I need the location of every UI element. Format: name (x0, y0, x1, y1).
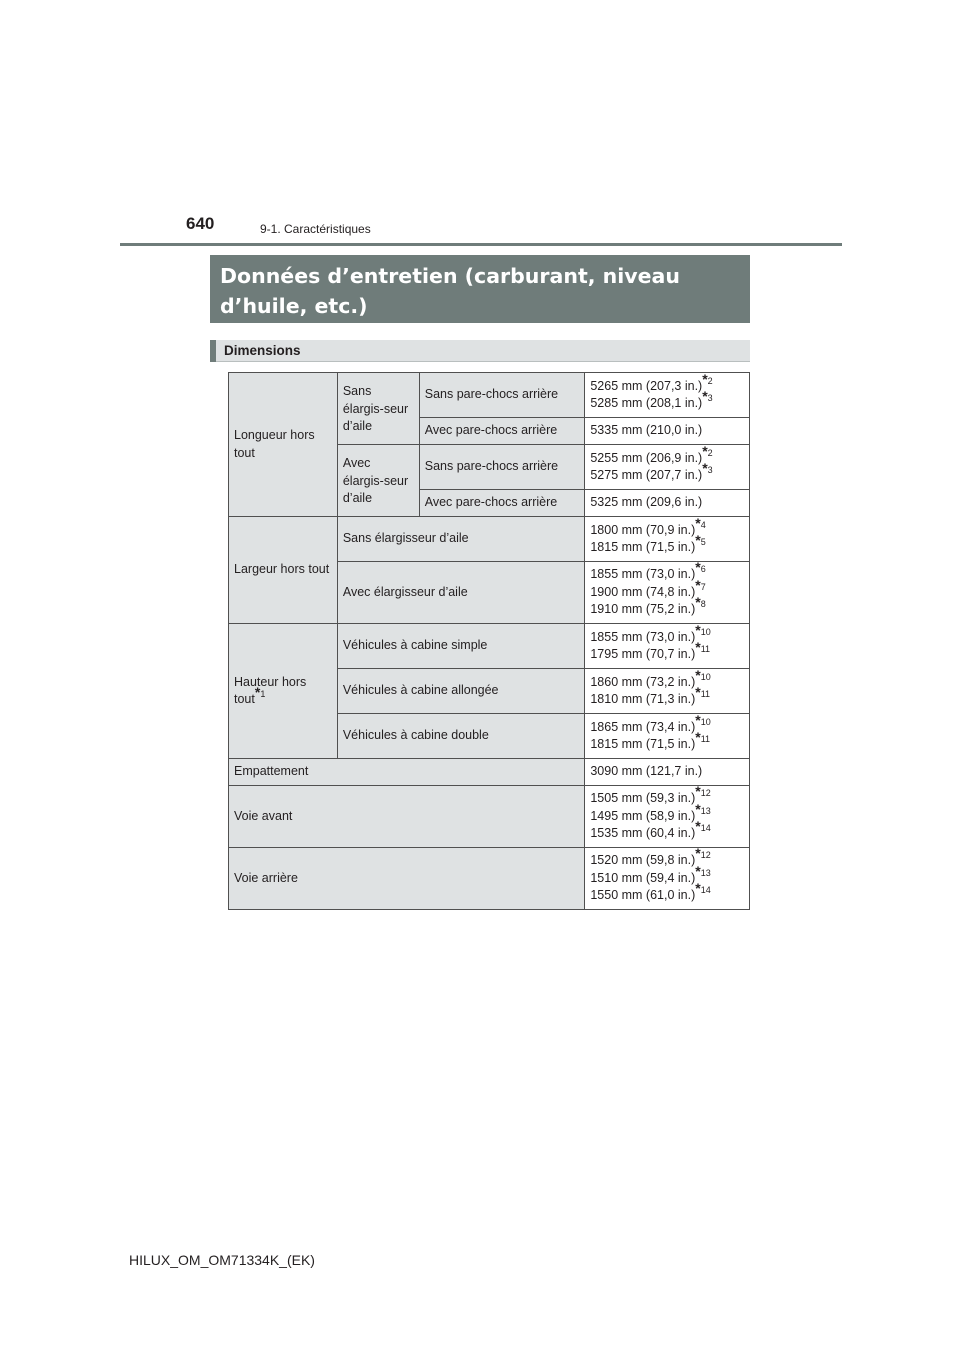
value-cell: 1520 mm (59,8 in.)$^{*12}$ 1510 mm (59,4 in.)$^{*13}$ 1550 mm (61,0 in.)$^{*14}$ (585, 848, 750, 910)
variant-label: Sans pare-chocs arrière (419, 445, 585, 490)
variant-label: Sans élargisseur d’aile (337, 517, 585, 562)
value-line: 1910 mm (75,2 in.) (590, 602, 696, 617)
dimensions-table (228, 372, 750, 910)
footnote-ref: 13 (700, 867, 711, 878)
row-header-wheelbase: Empattement (229, 759, 585, 786)
row-header-width: Largeur hors tout (229, 517, 338, 624)
value-cell: 5255 mm (206,9 in.)$^{*2}$ 5275 mm (207,7 in.)$^{*3}$ (585, 445, 750, 490)
value-line: 1535 mm (60,4 in.) (590, 826, 696, 841)
value-line: 1865 mm (73,4 in.) (590, 719, 696, 734)
page-title: Données d’entretien (carburant, niveau d’huile, etc.) (220, 264, 680, 318)
footnote-ref: 7 (700, 581, 706, 592)
value-cell: 1855 mm (73,0 in.)$^{*10}$ 1795 mm (70,7 in.)$^{*11}$ (585, 624, 750, 669)
footnote-ref: 12 (700, 850, 711, 861)
value-cell: 1800 mm (70,9 in.)$^{*4}$ 1815 mm (71,5 in.)$^{*5}$ (585, 517, 750, 562)
value-line: 5275 mm (207,7 in.) (590, 468, 703, 482)
value-cell: 1860 mm (73,2 in.)$^{*10}$ 1810 mm (71,3 in.)$^{*11}$ (585, 669, 750, 714)
row-header-length: Longueur hors tout (229, 373, 338, 517)
subheading (210, 340, 750, 362)
footnote-ref: 5 (700, 537, 706, 547)
subheading-label: Dimensions (224, 343, 301, 358)
variant-label: Véhicules à cabine simple (337, 624, 585, 669)
value-line: 1815 mm (71,5 in.) (590, 540, 696, 554)
footnote-ref: 13 (700, 805, 711, 816)
footnote-ref: 3 (707, 465, 713, 475)
footnote-ref: 1 (260, 689, 266, 699)
value-line: 5335 mm (210,0 in.) (590, 423, 703, 438)
row-header-front-track: Voie avant (229, 786, 585, 848)
table-row (229, 373, 750, 418)
variant-label: Véhicules à cabine allongée (337, 669, 585, 714)
footnote-ref: 2 (707, 447, 713, 458)
footnote-ref: 14 (700, 885, 711, 896)
table-row (229, 848, 750, 910)
group-label: Avec élargis-seur d’aile (337, 445, 419, 517)
footnote-ref: 14 (700, 823, 711, 834)
table-row (229, 517, 750, 562)
header-rule (120, 243, 842, 246)
row-header-label: Hauteur hors tout (234, 674, 307, 706)
value-line: 1495 mm (58,9 in.) (590, 808, 696, 823)
value-line: 1900 mm (74,8 in.) (590, 584, 696, 599)
footer-doc-id: HILUX_OM_OM71334K_(EK) (129, 1252, 315, 1268)
page-title-box (210, 255, 750, 323)
row-header-height: Hauteur hors tout$^{*1}$ (229, 624, 338, 759)
footnote-ref: 12 (700, 788, 711, 799)
value-line: 5255 mm (206,9 in.) (590, 450, 703, 465)
footnote-ref: 11 (700, 644, 711, 654)
value-line: 1550 mm (61,0 in.) (590, 888, 696, 903)
section-title: 9-1. Caractéristiques (260, 222, 371, 236)
value-line: 1810 mm (71,3 in.) (590, 692, 696, 706)
group-label: Sans élargis-seur d’aile (337, 373, 419, 445)
value-line: 3090 mm (121,7 in.) (590, 764, 703, 779)
value-cell (585, 490, 750, 517)
variant-label: Avec pare-chocs arrière (419, 490, 585, 517)
footnote-ref: 11 (700, 689, 711, 699)
footnote-ref: 11 (700, 734, 711, 744)
table-row (229, 759, 750, 786)
footnote-ref: 10 (700, 671, 711, 682)
value-line: 1520 mm (59,8 in.) (590, 853, 696, 868)
value-line: 5265 mm (207,3 in.) (590, 378, 703, 393)
value-cell: 1855 mm (73,0 in.)$^{*6}$ 1900 mm (74,8 in.)$^{*7}$ 1910 mm (75,2 in.)$^{*8}$ (585, 562, 750, 624)
value-line: 1815 mm (71,5 in.) (590, 737, 696, 751)
value-line: 1855 mm (73,0 in.) (590, 629, 696, 644)
variant-label: Avec élargisseur d’aile (337, 562, 585, 624)
table-row (229, 786, 750, 848)
value-cell: 1865 mm (73,4 in.)$^{*10}$ 1815 mm (71,5 in.)$^{*11}$ (585, 714, 750, 759)
footnote-ref: 2 (707, 375, 713, 386)
value-line: 5285 mm (208,1 in.) (590, 396, 703, 410)
value-cell (585, 759, 750, 786)
value-line: 1505 mm (59,3 in.) (590, 791, 696, 806)
footnote-ref: 6 (700, 564, 706, 575)
value-line: 1855 mm (73,0 in.) (590, 567, 696, 582)
value-line: 1800 mm (70,9 in.) (590, 522, 696, 537)
variant-label: Véhicules à cabine double (337, 714, 585, 759)
footnote-ref: 3 (707, 393, 713, 403)
value-cell (585, 418, 750, 445)
row-header-rear-track: Voie arrière (229, 848, 585, 910)
footnote-ref: 10 (700, 716, 711, 727)
value-line: 1510 mm (59,4 in.) (590, 870, 696, 885)
value-cell: 1505 mm (59,3 in.)$^{*12}$ 1495 mm (58,9 in.)$^{*13}$ 1535 mm (60,4 in.)$^{*14}$ (585, 786, 750, 848)
variant-label: Avec pare-chocs arrière (419, 418, 585, 445)
value-line: 1860 mm (73,2 in.) (590, 674, 696, 689)
page-number: 640 (186, 214, 215, 233)
variant-label: Sans pare-chocs arrière (419, 373, 585, 418)
subheading-bar (210, 340, 216, 362)
value-line: 5325 mm (209,6 in.) (590, 495, 703, 510)
footnote-ref: 4 (700, 519, 706, 530)
footnote-ref: 8 (700, 599, 706, 610)
table-row (229, 624, 750, 669)
footnote-ref: 10 (700, 626, 711, 637)
value-line: 1795 mm (70,7 in.) (590, 647, 696, 661)
value-cell: 5265 mm (207,3 in.)$^{*2}$ 5285 mm (208,1 in.)$^{*3}$ (585, 373, 750, 418)
